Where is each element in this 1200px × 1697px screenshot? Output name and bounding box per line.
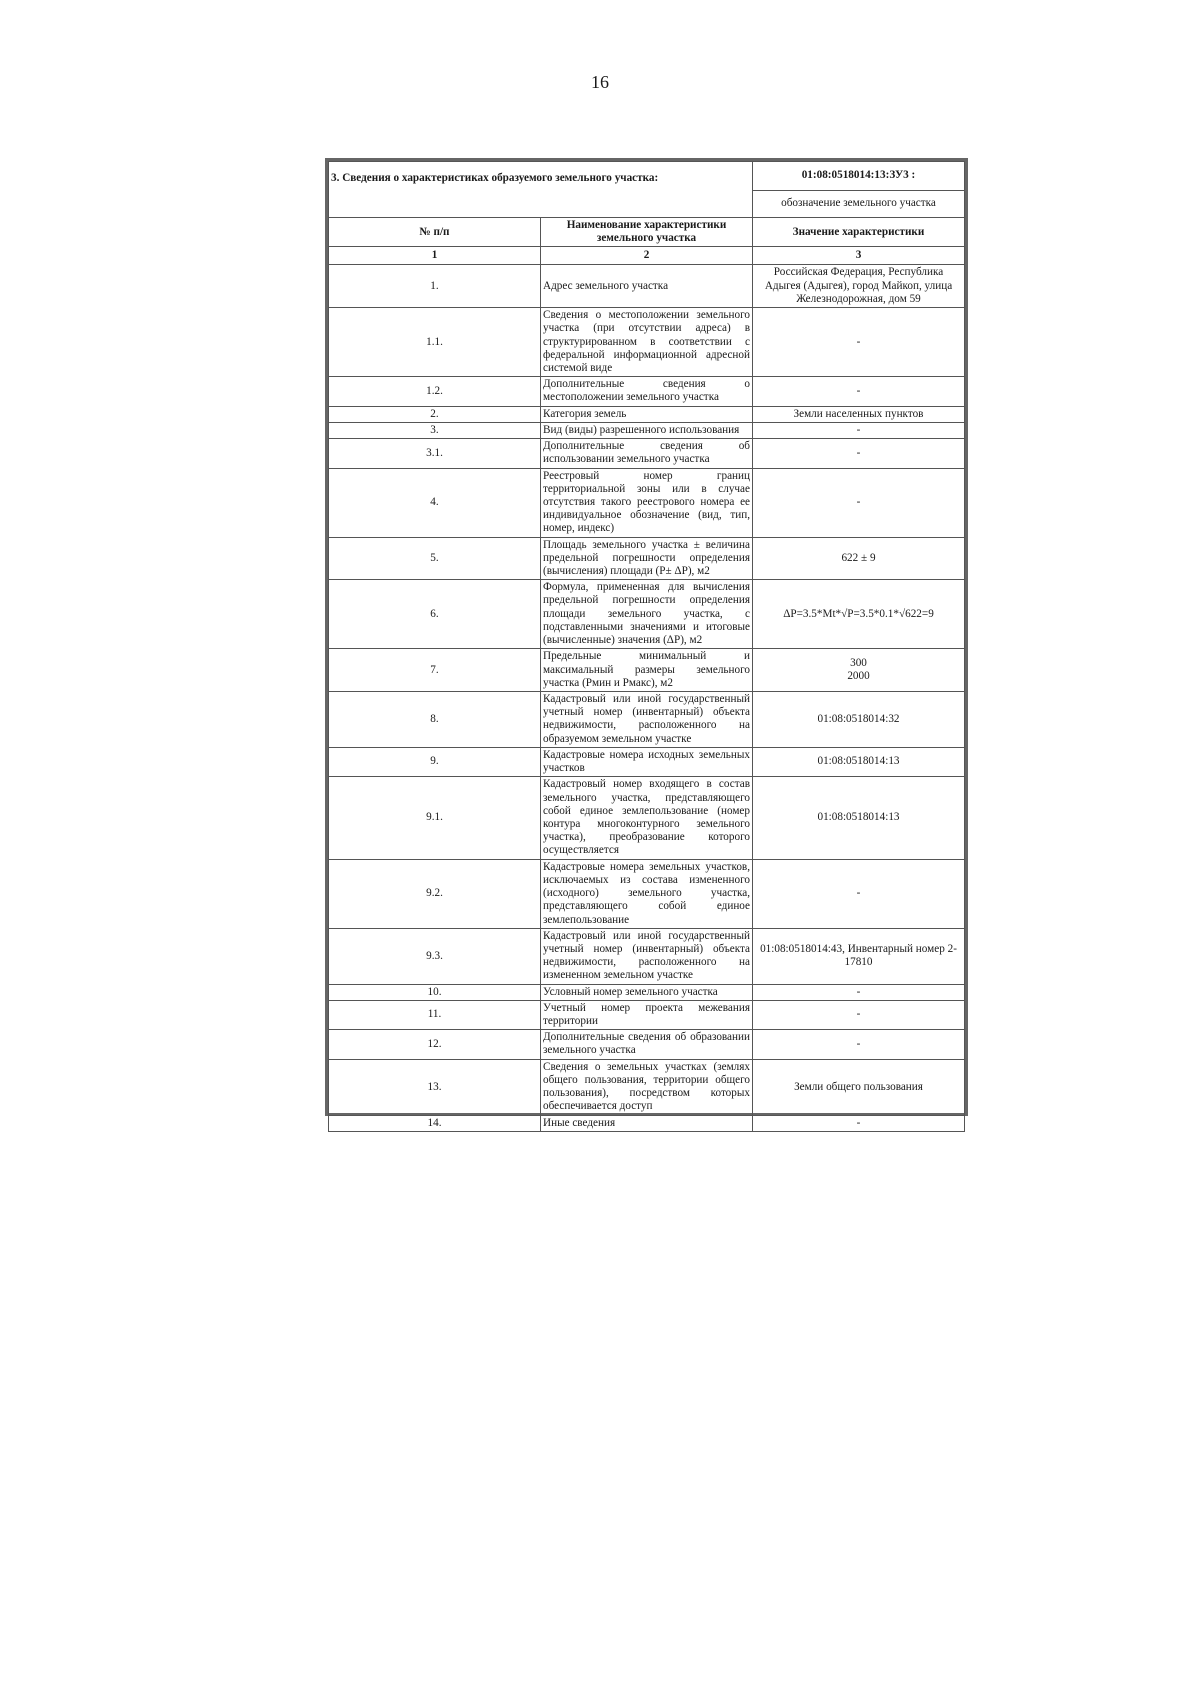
row-characteristic-value (753, 308, 965, 377)
row-characteristic-name: Кадастровые номера земельных участков, исключаемых из состава измененного (исходного) земельного участка, представляющего собой единое землепользование (541, 859, 753, 928)
parcel-characteristics-form (325, 158, 968, 1129)
row-value-text: Земли населенных пунктов (793, 407, 924, 420)
table-row (329, 692, 965, 748)
row-characteristic-name: Учетный номер проекта межевания территории (541, 1000, 753, 1029)
table-row (329, 406, 965, 422)
row-characteristic-name: Реестровый номер границ территориальной зоны или в случае отсутствия такого реестрового номера ее индивидуальное обозначение (вид, тип, номер, индекс) (541, 468, 753, 537)
row-characteristic-name: Адрес земельного участка (541, 265, 753, 308)
row-number: 2. (329, 406, 541, 422)
row-value-text: - (856, 423, 861, 436)
row-value-text: Российская Федерация, Республика Адыгея (Адыгея), город Майкоп, улица Железнодорожная, дом 59 (764, 266, 953, 305)
row-value-text: 01:08:0518014:43, Инвентарный номер 2-17810 (760, 942, 957, 969)
row-number: 3.1. (329, 439, 541, 468)
col-header-name: Наименование характеристики земельного участка (541, 218, 753, 247)
table-row (329, 1115, 965, 1131)
row-characteristic-value (753, 928, 965, 984)
row-value-text: - (856, 1037, 861, 1050)
row-characteristic-value (753, 537, 965, 580)
row-characteristic-value (753, 1030, 965, 1059)
row-value-text: - (856, 335, 861, 348)
row-value-text: - (856, 446, 861, 459)
row-characteristic-name: Предельные минимальный и максимальный размеры земельного участка (Pмин и Pмакс), м2 (541, 649, 753, 692)
col-index-1: 1 (329, 247, 541, 265)
row-value-text: ΔP=3.5*Mt*√P=3.5*0.1*√622=9 (783, 607, 934, 620)
row-number: 6. (329, 580, 541, 649)
row-characteristic-value (753, 580, 965, 649)
row-number: 13. (329, 1059, 541, 1115)
table-row (329, 308, 965, 377)
row-characteristic-name: Дополнительные сведения об образовании земельного участка (541, 1030, 753, 1059)
row-characteristic-name: Условный номер земельного участка (541, 984, 753, 1000)
row-characteristic-name: Кадастровый номер входящего в состав земельного участка, представляющего собой единое землепользование (номер контура многоконтурного земельного участка), преобразование которого осуществляется (541, 777, 753, 859)
row-value-text: Земли общего пользования (794, 1080, 923, 1093)
table-row (329, 580, 965, 649)
table-row (329, 265, 965, 308)
row-number: 10. (329, 984, 541, 1000)
row-value-text: - (856, 985, 861, 998)
row-value-text: - (856, 887, 861, 900)
row-characteristic-name: Кадастровый или иной государственный учетный номер (инвентарный) объекта недвижимости, расположенного на измененном земельном участке (541, 928, 753, 984)
row-number: 12. (329, 1030, 541, 1059)
row-characteristic-name: Сведения о местоположении земельного участка (при отсутствии адреса) в структурированном в соответствии с федеральной информационной адресной системой виде (541, 308, 753, 377)
table-row (329, 984, 965, 1000)
row-characteristic-value (753, 265, 965, 308)
row-characteristic-value (753, 692, 965, 748)
row-number: 1.1. (329, 308, 541, 377)
row-number: 7. (329, 649, 541, 692)
row-value-text: - (856, 495, 861, 508)
col-header-value: Значение характеристики (753, 218, 965, 247)
row-characteristic-value (753, 406, 965, 422)
table-row (329, 859, 965, 928)
row-value-text: 01:08:0518014:13 (817, 755, 900, 768)
table-row (329, 468, 965, 537)
row-number: 9.2. (329, 859, 541, 928)
row-number: 9.3. (329, 928, 541, 984)
row-characteristic-name: Дополнительные сведения о местоположении земельного участка (541, 377, 753, 406)
characteristics-table (328, 161, 965, 1132)
table-row (329, 1059, 965, 1115)
parcel-code: 01:08:0518014:13:ЗУ3 : (753, 162, 965, 191)
row-characteristic-name: Дополнительные сведения об использовании земельного участка (541, 439, 753, 468)
row-characteristic-value (753, 439, 965, 468)
table-row (329, 1000, 965, 1029)
row-number: 8. (329, 692, 541, 748)
row-characteristic-value (753, 777, 965, 859)
section-title: 3. Сведения о характеристиках образуемого земельного участка: (329, 162, 753, 218)
row-number: 9.1. (329, 777, 541, 859)
table-row (329, 377, 965, 406)
table-row (329, 422, 965, 438)
table-row (329, 777, 965, 859)
row-number: 4. (329, 468, 541, 537)
row-number: 14. (329, 1115, 541, 1131)
row-value-text: 300 (850, 656, 867, 669)
row-characteristic-name: Формула, примененная для вычисления предельной погрешности определения площади земельного участка, с подставленными значениями и итоговые (вычисленные) значения (ΔP), м2 (541, 580, 753, 649)
column-index-row (329, 247, 965, 265)
row-characteristic-name: Площадь земельного участка ± величина предельной погрешности определения (вычисления) площади (P± ΔP), м2 (541, 537, 753, 580)
row-value-text: - (856, 384, 861, 397)
parcel-caption: обозначение земельного участка (753, 191, 965, 218)
table-row (329, 439, 965, 468)
row-characteristic-value (753, 422, 965, 438)
row-characteristic-value (753, 1059, 965, 1115)
col-index-3: 3 (753, 247, 965, 265)
row-characteristic-name: Иные сведения (541, 1115, 753, 1131)
row-number: 1.2. (329, 377, 541, 406)
row-value-text: 01:08:0518014:13 (817, 811, 900, 824)
row-characteristic-name: Сведения о земельных участках (землях общего пользования, территории общего пользования), посредством которых обеспечивается доступ (541, 1059, 753, 1115)
row-characteristic-value (753, 1115, 965, 1131)
table-row (329, 537, 965, 580)
row-characteristic-value (753, 649, 965, 692)
row-characteristic-name: Категория земель (541, 406, 753, 422)
row-value-text: 622 ± 9 (841, 551, 876, 564)
col-index-2: 2 (541, 247, 753, 265)
row-characteristic-value (753, 377, 965, 406)
column-header-row (329, 218, 965, 247)
row-number: 11. (329, 1000, 541, 1029)
page-number: 16 (591, 72, 609, 92)
row-value-text: - (856, 1008, 861, 1021)
row-characteristic-value (753, 747, 965, 776)
row-value-text-secondary: 2000 (847, 670, 870, 683)
table-row (329, 1030, 965, 1059)
row-number: 5. (329, 537, 541, 580)
table-row (329, 649, 965, 692)
row-number: 9. (329, 747, 541, 776)
row-characteristic-name: Кадастровый или иной государственный учетный номер (инвентарный) объекта недвижимости, расположенного на образуемом земельном участке (541, 692, 753, 748)
row-number: 1. (329, 265, 541, 308)
row-characteristic-name: Вид (виды) разрешенного использования (541, 422, 753, 438)
row-number: 3. (329, 422, 541, 438)
row-characteristic-value (753, 468, 965, 537)
row-characteristic-value (753, 859, 965, 928)
table-row (329, 747, 965, 776)
row-characteristic-name: Кадастровые номера исходных земельных участков (541, 747, 753, 776)
header-row-title (329, 162, 965, 191)
row-value-text: - (856, 1116, 861, 1129)
table-row (329, 928, 965, 984)
row-characteristic-value (753, 1000, 965, 1029)
row-value-text: 01:08:0518014:32 (817, 712, 900, 725)
row-characteristic-value (753, 984, 965, 1000)
col-header-num: № п/п (329, 218, 541, 247)
